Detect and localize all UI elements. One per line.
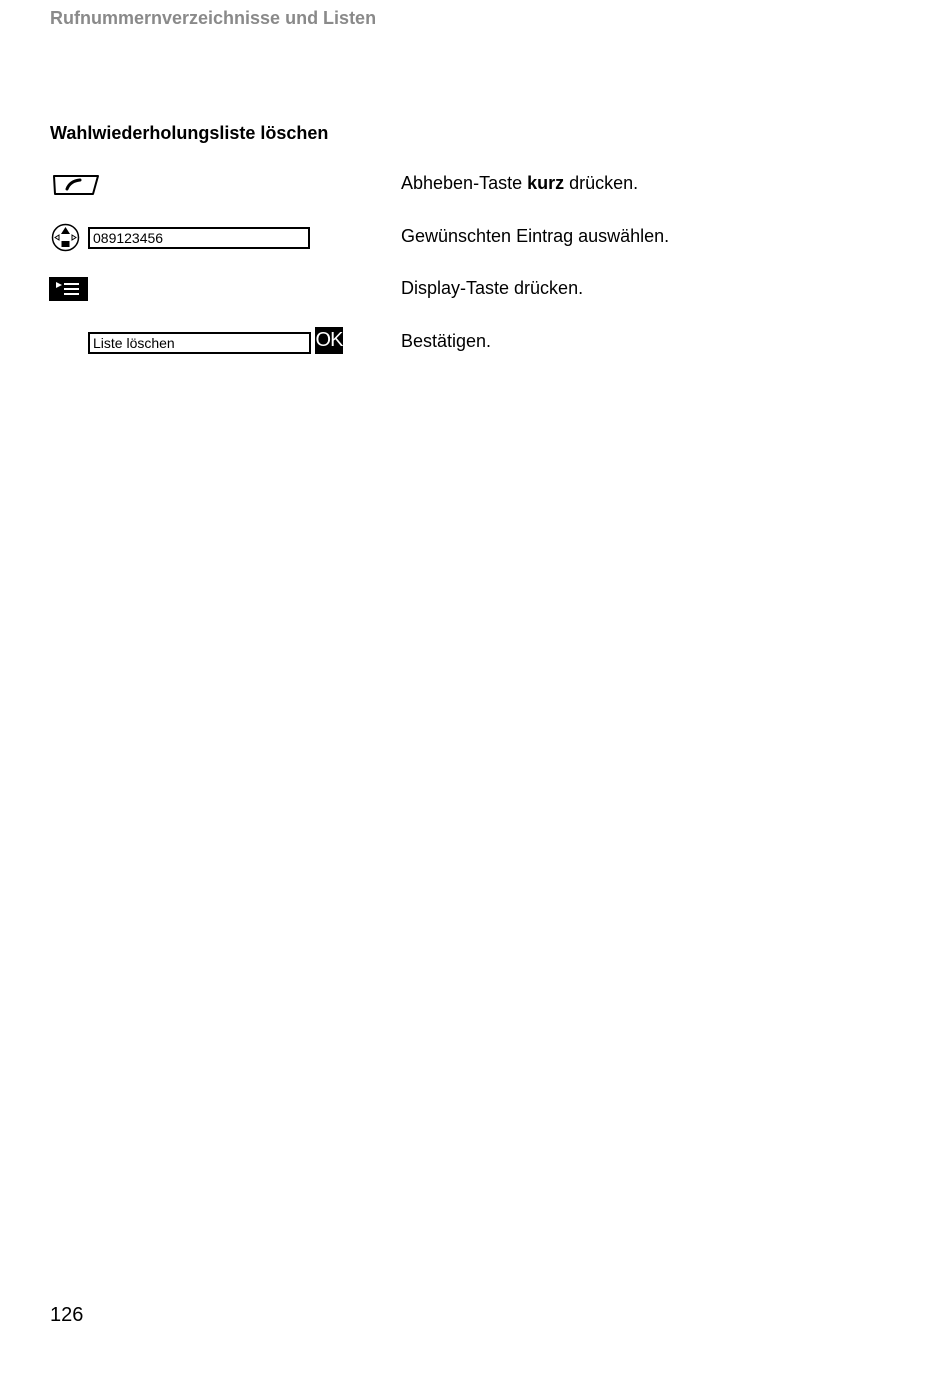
- step-1-text-bold: kurz: [527, 173, 565, 193]
- navigation-key-icon: [51, 223, 80, 252]
- display-menu-key-icon: [49, 277, 88, 301]
- section-title: Wahlwiederholungsliste löschen: [50, 123, 329, 143]
- step-1-text-after: drücken.: [564, 173, 639, 193]
- running-header: Rufnummernverzeichnisse und Listen: [50, 8, 377, 28]
- display-field-menu-entry: Liste löschen: [88, 332, 311, 354]
- display-field-number: 089123456: [88, 227, 310, 249]
- step-1-instruction: [401, 173, 638, 194]
- handset-icon: [52, 173, 100, 197]
- step-3-instruction: Display-Taste drücken.: [401, 278, 584, 298]
- ok-key: OK: [315, 327, 343, 354]
- step-1-text-before: Abheben-Taste: [401, 173, 528, 193]
- step-4-instruction: Bestätigen.: [401, 331, 492, 351]
- step-2-instruction: Gewünschten Eintrag auswählen.: [401, 226, 670, 246]
- page-number: 126: [50, 1304, 84, 1326]
